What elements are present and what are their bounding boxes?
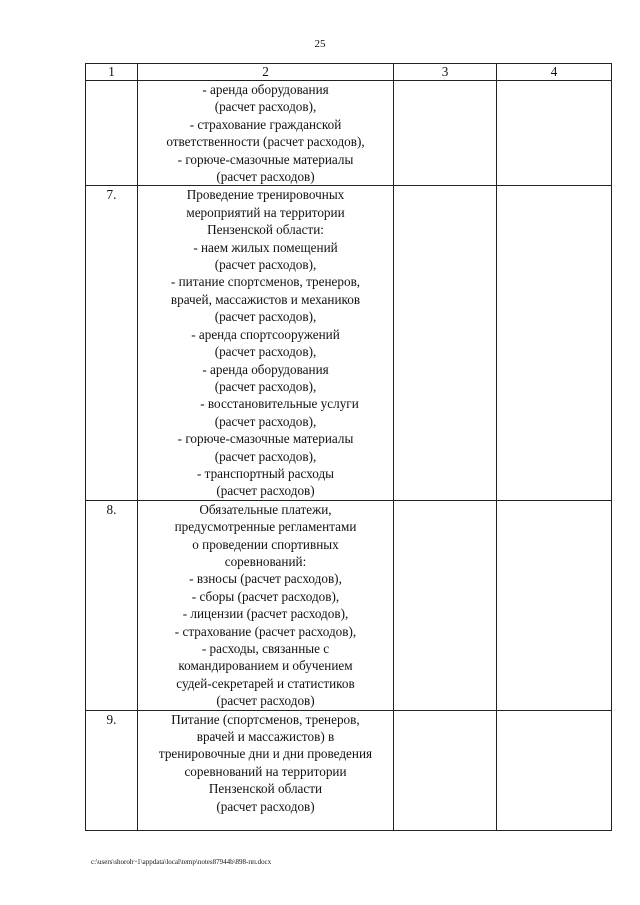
column-header-2: 2 — [138, 64, 394, 81]
description-line: - питание спортсменов, тренеров, — [170, 274, 361, 290]
description-line: ответственности (расчет расходов), — [166, 134, 365, 150]
description-line: - горюче-смазочные материалы — [177, 151, 354, 167]
expense-table — [85, 63, 612, 831]
description-line: тренировочные дни и дни проведения — [158, 746, 373, 762]
description-line: (расчет расходов) — [216, 483, 315, 499]
description-line: врачей, массажистов и механиков — [170, 291, 361, 307]
table-row — [86, 186, 612, 500]
row-col4-cell — [497, 186, 612, 500]
description-line: - аренда оборудования — [202, 82, 329, 97]
row-col3-cell — [394, 500, 497, 710]
description-line: судей-секретарей и статистиков — [176, 675, 355, 691]
description-line: - расходы, связанные с — [201, 641, 330, 656]
page-number: 25 — [314, 38, 326, 50]
row-number — [86, 81, 138, 186]
description-line: - аренда оборудования — [202, 361, 329, 377]
description-line: (расчет расходов), — [214, 344, 317, 360]
description-line: врачей и массажистов) в — [196, 729, 335, 745]
row-description — [138, 186, 394, 500]
description-line: - транспортный расходы — [196, 465, 335, 481]
row-number: 7. — [86, 186, 138, 500]
file-path-footer: c:\users\shoroh~1\appdata\local\temp\notes87944b\898-пп.docx — [91, 858, 272, 866]
description-line: Питание (спортсменов, тренеров, — [171, 711, 360, 727]
description-line: соревнований на территории — [184, 763, 347, 779]
column-header-1: 1 — [86, 64, 138, 81]
table-row — [86, 710, 612, 830]
description-line: о проведении спортивных — [192, 536, 339, 552]
description-line: (расчет расходов), — [214, 257, 317, 273]
row-col3-cell — [394, 81, 497, 186]
column-header-3: 3 — [394, 64, 497, 81]
table-row — [86, 81, 612, 186]
description-line: соревнований: — [224, 553, 307, 569]
table-row — [86, 500, 612, 710]
row-description — [138, 500, 394, 710]
row-col4-cell — [497, 710, 612, 830]
description-line: - наем жилых помещений — [193, 239, 338, 255]
description-line: (расчет расходов), — [214, 378, 317, 394]
row-description — [138, 81, 394, 186]
row-col4-cell — [497, 81, 612, 186]
description-line: (расчет расходов) — [216, 798, 315, 814]
description-line: командированием и обучением — [178, 658, 353, 674]
description-line: (расчет расходов), — [214, 413, 317, 429]
row-number: 8. — [86, 500, 138, 710]
description-line: (расчет расходов), — [214, 448, 317, 464]
description-line: (расчет расходов), — [214, 99, 317, 115]
description-line: (расчет расходов) — [216, 169, 315, 185]
description-line: - страхование (расчет расходов), — [174, 623, 357, 639]
row-col3-cell — [394, 186, 497, 500]
table-header-row — [86, 64, 612, 81]
description-line: Проведение тренировочных — [186, 187, 345, 203]
description-line: - аренда спортсооружений — [191, 326, 340, 342]
description-line: - взносы (расчет расходов), — [189, 571, 342, 587]
description-line: - горюче-смазочные материалы — [177, 431, 354, 447]
row-number: 9. — [86, 710, 138, 830]
description-line: - лицензии (расчет расходов), — [182, 606, 349, 622]
description-line: Пензенской области — [208, 781, 323, 797]
description-line: - сборы (расчет расходов), — [191, 588, 340, 604]
description-line: мероприятий на территории — [186, 204, 345, 220]
row-col4-cell — [497, 500, 612, 710]
description-line: (расчет расходов) — [216, 693, 315, 709]
description-line: Обязательные платежи, — [199, 501, 332, 517]
row-col3-cell — [394, 710, 497, 830]
row-description — [138, 710, 394, 830]
description-line: - страхование гражданской — [189, 116, 342, 132]
description-line: (расчет расходов), — [214, 309, 317, 325]
column-header-4: 4 — [497, 64, 612, 81]
description-line: Пензенской области: — [207, 222, 324, 238]
description-line: предусмотренные регламентами — [174, 519, 357, 535]
description-line: - восстановительные услуги — [200, 396, 359, 412]
